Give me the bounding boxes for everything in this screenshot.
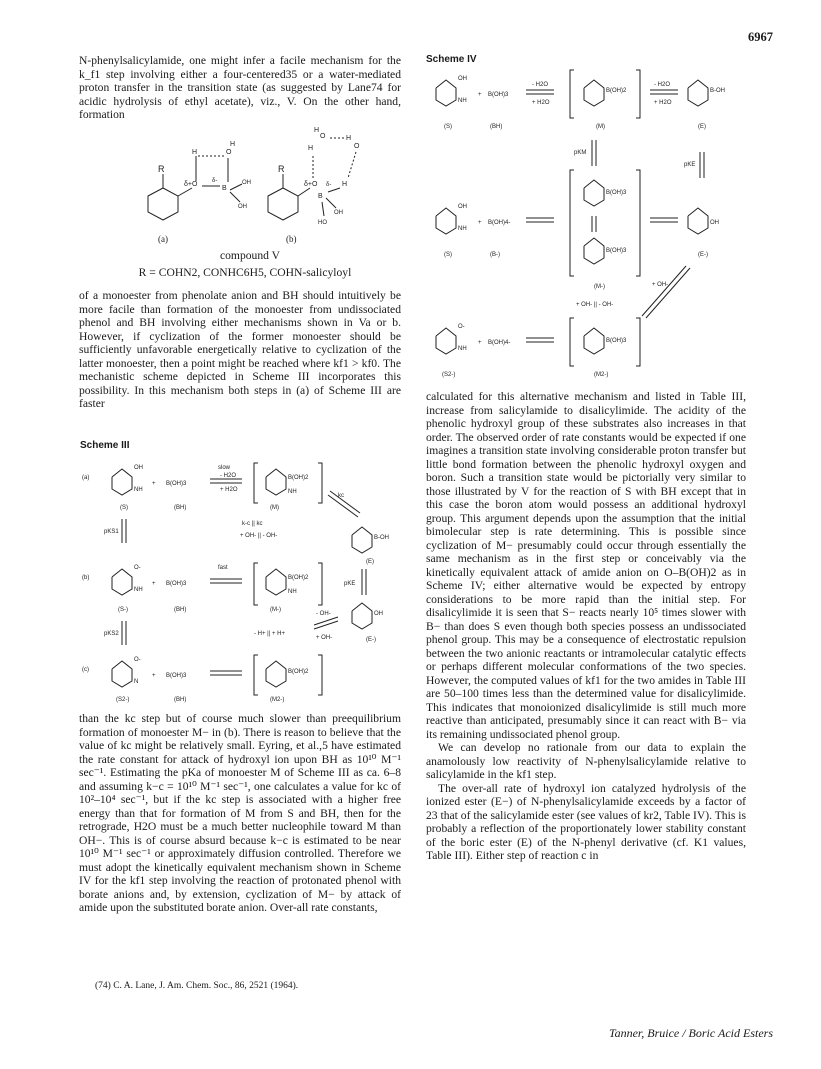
panel-label-b: (b): [286, 234, 297, 244]
svg-text:(E-): (E-): [366, 637, 376, 643]
svg-text:HO: HO: [318, 220, 327, 226]
svg-text:+ H2O: + H2O: [654, 100, 672, 106]
svg-text:(M2-): (M2-): [594, 372, 609, 378]
svg-text:H: H: [192, 149, 198, 156]
svg-text:+ OH- || - OH-: + OH- || - OH-: [240, 533, 278, 539]
svg-text:- H2O: - H2O: [532, 82, 549, 88]
svg-text:OH: OH: [242, 180, 251, 186]
svg-text:+: +: [478, 92, 482, 98]
svg-text:B(OH)3: B(OH)3: [606, 338, 627, 344]
svg-text:+ OH-: + OH-: [652, 282, 669, 288]
svg-text:OH: OH: [134, 465, 143, 471]
intro-paragraph: N-phenylsalicylamide, one might infer a facile mechanism for the k_f1 step involving either a four-centered35 or a water-mediated proton transfer in the transition state (as suggested by Lane74 for acidic hydrolysis of ethyl acetate), viz., V. On the other hand, formation: [79, 54, 401, 121]
svg-text:(E): (E): [698, 124, 706, 130]
svg-text:B(OH)3: B(OH)3: [606, 248, 627, 254]
svg-text:OH: OH: [458, 76, 467, 82]
svg-text:B(OH)3: B(OH)3: [606, 190, 627, 196]
svg-text:NH: NH: [288, 489, 297, 495]
svg-text:(M-): (M-): [594, 284, 605, 290]
svg-text:+ OH-: + OH-: [316, 635, 333, 641]
svg-text:H: H: [346, 135, 352, 142]
svg-text:R: R: [278, 164, 285, 174]
svg-text:(S): (S): [120, 505, 128, 511]
svg-text:O: O: [320, 133, 326, 140]
svg-text:kc: kc: [338, 493, 344, 499]
svg-text:NH: NH: [458, 346, 467, 352]
svg-text:δ+O: δ+O: [184, 181, 198, 188]
svg-text:B-OH: B-OH: [374, 535, 389, 541]
svg-text:B(OH)4-: B(OH)4-: [488, 220, 511, 226]
svg-text:B: B: [318, 193, 323, 200]
scheme-iii-title: Scheme III: [80, 440, 130, 451]
svg-text:pKS2: pKS2: [104, 631, 119, 637]
footnote-74: (74) C. A. Lane, J. Am. Chem. Soc., 86, 2521 (1964).: [95, 981, 299, 991]
svg-text:N: N: [134, 679, 139, 685]
scheme-iii-diagram: [82, 455, 404, 705]
svg-text:B(OH)3: B(OH)3: [488, 92, 509, 98]
svg-text:- H2O: - H2O: [654, 82, 671, 88]
svg-text:δ+O: δ+O: [304, 181, 318, 188]
svg-text:B(OH)2: B(OH)2: [288, 669, 309, 675]
svg-text:(S): (S): [444, 252, 452, 258]
scheme-iv-figure: [426, 66, 756, 384]
svg-text:(S2-): (S2-): [116, 697, 130, 703]
svg-text:+: +: [152, 673, 156, 679]
scheme-iii-figure: [82, 455, 404, 705]
right-para-1: calculated for this alternative mechanism and listed in Table III, increase from salicylamide to disalicylimide. The acidity of the phenolic hydroxyl group of these substrates also increases in that order. The observed order of rate constants would be expected if one imagines a transition state involving considerable proton transfer but little bond formation between the phenolic hydroxyl oxygen and boron. Such a transition state would be pictorially very similar to those illustrated by V for the reaction of S with BH except that in this case the boron atom would possess an additional hydroxyl group. This argument depends upon the assumption that the initial bimolecular step is rate determining. This is possible since cyclization of M− presumably could occur through essentially the same mechanism as in the first step or conceivably via the kinetically equivalent attack of amide anion on O–B(OH)2 as in Scheme IV; either alternative would be expected by entropy considerations to be more rapid than the initial step. For disalicylimide it is seen that S− reacts nearly 10⁵ times slower with B− than does S even though both species possess an undissociated phenol group. This may be a consequence of electrostatic repulsion between the two anionic reactants or intramolecular catalytic effects or perhaps different molecular conformations of the two species. However, the computed values of kf1 for the two amides in Table III are 50–100 times less than the determined value for disalicylimide. This indicates that monoionized disalicylimide is still much more reactive than anticipated, presumably since it can react with B− via its remaining undissociated phenol group.: [426, 390, 746, 741]
compound-v-structures: [118, 126, 368, 246]
svg-text:B(OH)2: B(OH)2: [606, 88, 627, 94]
svg-text:+ H2O: + H2O: [532, 100, 550, 106]
scheme-iv-diagram: [426, 66, 756, 384]
svg-text:slow: slow: [218, 465, 231, 471]
para-3: than the kc step but of course much slower than preequilibrium formation of monoester M− in (b). There is reason to believe that the value of kc might be relatively small. Eyring, et al.,5 have estimated the rate constant for attack of hydroxyl ion upon BH as 10¹⁰ M⁻¹ sec⁻¹. Estimating the pKa of monoester M of Scheme III as ca. 6–8 and assuming k−c = 10¹⁰ M⁻¹ sec⁻¹, one calculates a value for kc of 10²–10⁴ sec⁻¹, but if the kc step is associated with a higher free energy than that for formation of M from S and BH, then for the retrograde, H2O must be a much better nucleophile toward M than OH−. This is of course absurd because k−c is estimated to be near 10¹⁰ M⁻¹ sec⁻¹ or approximately diffusion controlled. Therefore we must adopt the kinetically equivalent mechanism shown in Scheme IV for the kf1 step involving the reaction of protonated phenol with borate anions and, by extension, cyclization of M− by attack of amide upon the substituted borate anion. Over-all rate constants,: [79, 712, 401, 914]
para-2: of a monoester from phenolate anion and BH should intuitively be more facile than formation of the monoester from undissociated phenol and BH involving either mechanisms shown in Va or b. However, if cyclization of the former monoester should be sufficiently unfavorable energetically relative to cyclization of the latter monoester, then a point might be reached where kf1 > kf0. The mechanistic scheme depicted in Scheme III incorporates this possibility. In this mechanism both steps in (a) of Scheme III are faster: [79, 289, 401, 410]
left-column-para-2: [79, 289, 401, 411]
left-column-para-3: [79, 712, 401, 915]
svg-text:O: O: [226, 149, 232, 156]
svg-text:(BH): (BH): [490, 124, 503, 130]
right-para-2: We can develop no rationale from our data to explain the anamolously low reactivity of N-phenylsalicylamide relative to salicylamide in the kf1 step.: [426, 741, 746, 781]
svg-text:B(OH)3: B(OH)3: [166, 581, 187, 587]
svg-text:B(OH)4-: B(OH)4-: [488, 340, 511, 346]
svg-text:O: O: [354, 143, 360, 150]
svg-text:B(OH)2: B(OH)2: [288, 475, 309, 481]
svg-text:+: +: [152, 581, 156, 587]
svg-text:H: H: [308, 145, 314, 152]
running-footer: Tanner, Bruice / Boric Acid Esters: [609, 1026, 773, 1040]
svg-text:+ OH- || - OH-: + OH- || - OH-: [576, 302, 614, 308]
svg-text:δ-: δ-: [212, 178, 218, 184]
svg-text:(S-): (S-): [118, 607, 128, 613]
svg-text:B: B: [222, 185, 227, 192]
svg-text:OH: OH: [238, 204, 247, 210]
svg-text:(BH): (BH): [174, 607, 187, 613]
compound-v-caption: compound V: [219, 249, 280, 262]
svg-text:+: +: [478, 220, 482, 226]
svg-text:B-OH: B-OH: [710, 88, 725, 94]
svg-text:H: H: [342, 181, 348, 188]
svg-text:pKM: pKM: [574, 150, 587, 156]
svg-text:k-c || kc: k-c || kc: [242, 521, 263, 527]
svg-text:pKE: pKE: [344, 581, 356, 587]
svg-text:(M): (M): [270, 505, 279, 511]
svg-text:OH: OH: [458, 204, 467, 210]
svg-text:(S2-): (S2-): [442, 372, 456, 378]
svg-text:pKE: pKE: [684, 162, 696, 168]
svg-text:H: H: [230, 141, 236, 148]
svg-text:+ H2O: + H2O: [220, 487, 238, 493]
svg-text:OH: OH: [374, 611, 383, 617]
svg-text:δ-: δ-: [326, 182, 332, 188]
svg-text:NH: NH: [134, 587, 143, 593]
svg-text:- OH-: - OH-: [316, 611, 331, 617]
svg-text:H: H: [314, 127, 320, 134]
svg-text:(M): (M): [596, 124, 605, 130]
svg-text:(M2-): (M2-): [270, 697, 285, 703]
svg-text:(BH): (BH): [174, 505, 187, 511]
svg-text:B(OH)3: B(OH)3: [166, 481, 187, 487]
svg-text:(M-): (M-): [270, 607, 281, 613]
svg-text:NH: NH: [458, 98, 467, 104]
svg-text:(BH): (BH): [174, 697, 187, 703]
left-column-intro: [79, 54, 401, 122]
svg-text:O-: O-: [134, 657, 141, 663]
svg-text:(E-): (E-): [698, 252, 708, 258]
svg-text:OH: OH: [334, 210, 343, 216]
right-para-3: The over-all rate of hydroxyl ion catalyzed hydrolysis of the ionized ester (E−) of N-phenylsalicylamide exceeds by a factor of 23 that of the salicylamide ester (see values of kr2, Table IV). This is probably a reflection of the proportionately lower stability constant of the boric ester (E) of the N-phenyl derivative (cf. K1 values, Table III). Either step of reaction c in: [426, 781, 746, 862]
svg-text:(c): (c): [82, 667, 89, 673]
svg-text:(S): (S): [444, 124, 452, 130]
svg-text:R: R: [158, 164, 165, 174]
row-a-label: (a): [82, 475, 90, 481]
svg-text:B(OH)3: B(OH)3: [166, 673, 187, 679]
svg-text:O-: O-: [134, 565, 141, 571]
r-group-definition: R = COHN2, CONHC6H5, COHN-salicyloyl: [138, 266, 352, 279]
svg-text:B(OH)2: B(OH)2: [288, 575, 309, 581]
scheme-iv-title: Scheme IV: [426, 54, 477, 65]
compound-v-figure: [118, 126, 368, 246]
svg-text:(E): (E): [366, 559, 374, 565]
svg-text:+: +: [152, 481, 156, 487]
svg-text:O-: O-: [458, 324, 465, 330]
svg-text:pKS1: pKS1: [104, 529, 119, 535]
right-column-text: [426, 390, 746, 863]
page-number: 6967: [748, 30, 773, 44]
svg-text:OH: OH: [710, 220, 719, 226]
svg-text:- H+ || + H+: - H+ || + H+: [254, 631, 285, 637]
svg-text:+: +: [478, 340, 482, 346]
svg-text:fast: fast: [218, 565, 228, 571]
svg-text:NH: NH: [458, 226, 467, 232]
svg-text:- H2O: - H2O: [220, 473, 237, 479]
svg-text:(b): (b): [82, 575, 90, 581]
panel-label-a: (a): [158, 234, 168, 244]
svg-text:(B-): (B-): [490, 252, 500, 258]
svg-text:NH: NH: [288, 589, 297, 595]
svg-text:NH: NH: [134, 487, 143, 493]
